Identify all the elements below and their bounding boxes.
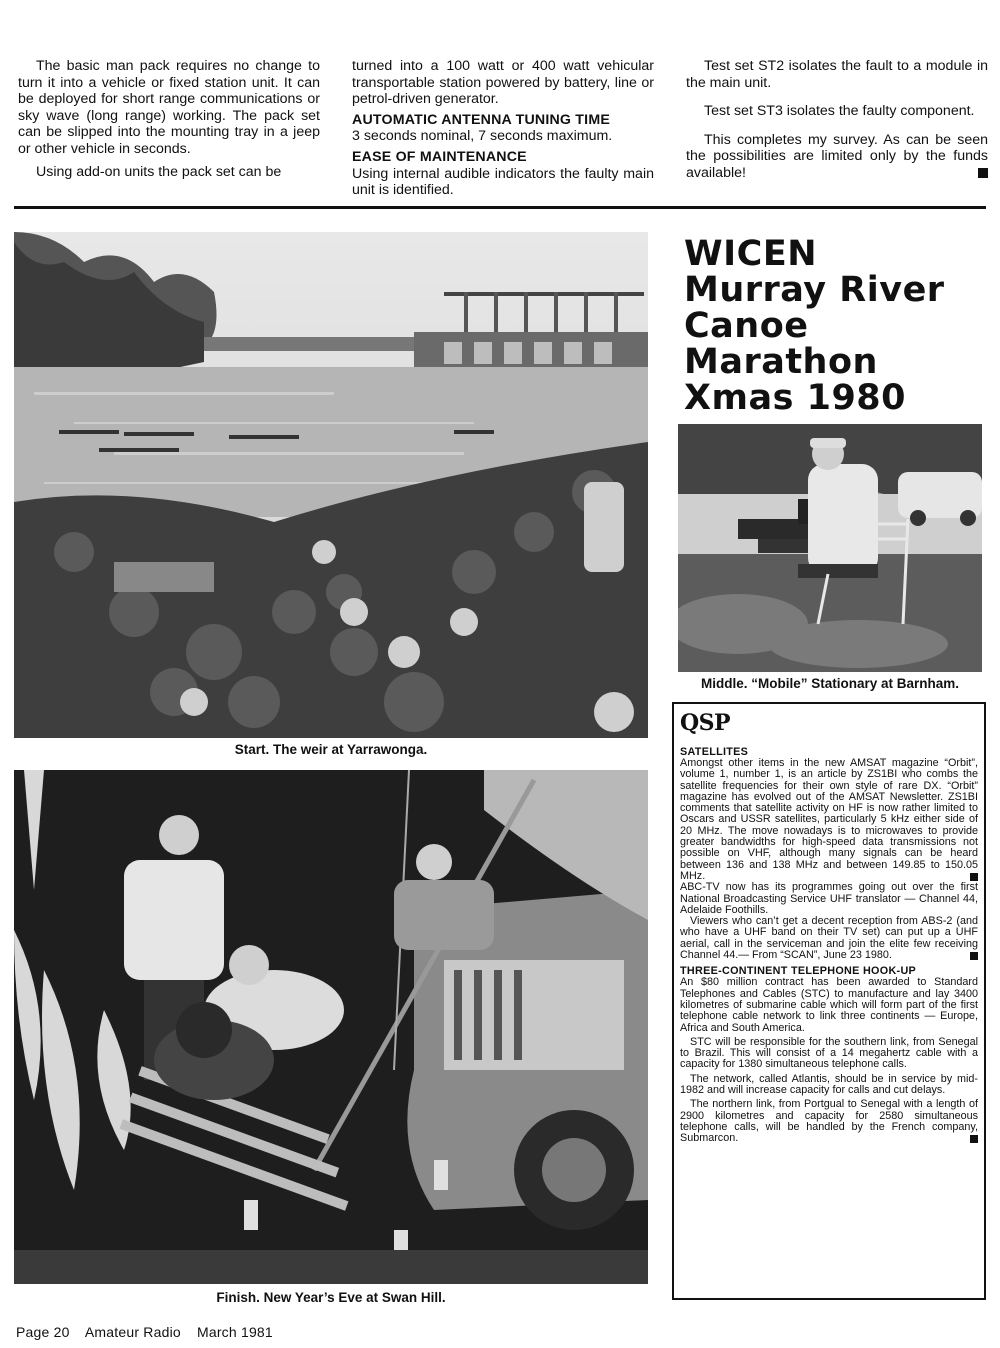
col1-paragraph-2: Using add-on units the pack set can be bbox=[36, 163, 282, 180]
caption-finish: Finish. New Year’s Eve at Swan Hill. bbox=[216, 1290, 446, 1305]
caption-middle: Middle. “Mobile” Stationary at Barnham. bbox=[700, 676, 960, 691]
article-column-3 bbox=[686, 58, 988, 182]
photo-finish-night bbox=[14, 770, 648, 1284]
page-footer bbox=[16, 1324, 285, 1340]
col3-paragraph-3 bbox=[686, 132, 988, 182]
qsp-tel-paragraph-2: STC will be responsible for the southern link, from Senegal to Brazil. This will consist of a 14 megahertz cable with a capacity for 1380 simultaneous telephone calls. bbox=[680, 1035, 978, 1071]
col2-paragraph-2: 3 seconds nominal, 7 seconds maximum. bbox=[352, 128, 613, 145]
headline-line-2: Murray River bbox=[684, 270, 945, 310]
col2-heading-tuning: AUTOMATIC ANTENNA TUNING TIME bbox=[352, 111, 611, 128]
article-column-2 bbox=[352, 58, 654, 199]
qsp-heading-satellites: SATELLITES bbox=[680, 746, 749, 758]
qsp-satellites-text bbox=[680, 758, 978, 882]
photo-finish-night-image bbox=[14, 770, 648, 1284]
qsp-end-mark-2 bbox=[970, 952, 978, 960]
col1-paragraph-1: The basic man pack requires no change to turn it into a vehicle or fixed station unit. It can be deployed for short range communications or sky wave (long range) working. The pack set can be slipped into the mounting tray in a jeep or other vehicle in seconds. bbox=[18, 58, 320, 157]
col3-paragraph-3-text: This completes my survey. As can be seen the possibilities are limited only by the funds available! bbox=[686, 131, 988, 181]
headline-line-4: Marathon bbox=[684, 342, 878, 382]
headline-line-3: Canoe bbox=[684, 306, 809, 346]
col2-heading-maintenance: EASE OF MAINTENANCE bbox=[352, 148, 527, 165]
qsp-tel-body-4: The northern link, from Portgual to Senegal with a length of 2900 kilometres and capacity for 2580 simultaneous telephone calls, will be handled by the French company, Submarcon. bbox=[680, 1098, 978, 1145]
photo-middle-barnham bbox=[678, 424, 982, 672]
qsp-logo: QSP bbox=[680, 710, 731, 736]
caption-start: Start. The weir at Yarrawonga. bbox=[234, 742, 428, 757]
photo-start-weir bbox=[14, 232, 648, 738]
qsp-abc-paragraph-2 bbox=[680, 916, 978, 961]
qsp-news-box bbox=[672, 702, 986, 1300]
qsp-tel-paragraph-1: An $80 million contract has been awarded to Standard Telephones and Cables (STC) to manufacture and lay 3400 kilometres of submarine cable which will form part of the first telephone cable network to link three continents — Europe, Africa and South America. bbox=[680, 976, 978, 1034]
photo-start-weir-image bbox=[14, 232, 648, 738]
section-divider bbox=[14, 206, 986, 209]
qsp-end-mark-3 bbox=[970, 1135, 978, 1143]
footer-page-number: Page 20 bbox=[16, 1324, 70, 1340]
headline-line-5: Xmas 1980 bbox=[684, 378, 907, 418]
col2-paragraph-1: turned into a 100 watt or 400 watt vehicular transportable station powered by battery, line or petrol-driven generator. bbox=[352, 58, 654, 108]
headline-line-1: WICEN bbox=[684, 234, 818, 274]
qsp-heading-telephone: THREE-CONTINENT TELEPHONE HOOK-UP bbox=[680, 965, 917, 978]
footer-date: March 1981 bbox=[196, 1324, 273, 1340]
col3-paragraph-1: Test set ST2 isolates the fault to a module in the main unit. bbox=[686, 58, 988, 91]
photo-middle-barnham-image bbox=[678, 424, 982, 672]
qsp-tel-paragraph-3: The network, called Atlantis, should be in service by mid-1982 and will increase capacity for calls and cut delays. bbox=[680, 1072, 978, 1097]
col3-paragraph-2: Test set ST3 isolates the faulty component. bbox=[704, 103, 975, 120]
qsp-abc-paragraph-1: ABC-TV now has its programmes going out over the first National Broadcasting Service UHF translator — Channel 44, Adelaide Foothills. bbox=[680, 881, 978, 916]
article-headline bbox=[684, 236, 990, 416]
qsp-abc-body: Viewers who can’t get a decent reception from ABS-2 (and who have a UHF band on their TV set) can put up a UHF aerial, call in the serviceman and join the elite few receiving Channel 44.— From “SCAN”, June 23 1980. bbox=[680, 915, 978, 962]
article-column-1 bbox=[18, 58, 320, 180]
qsp-tel-paragraph-4 bbox=[680, 1099, 978, 1144]
qsp-satellites-body: Amongst other items in the new AMSAT magazine “Orbit”, volume 1, number 1, is an article by ZS1BI who combs the satellite frequencies for their own style of rare DX. “Orbit” magazine has evolved out of the AMSAT Newsletter. ZS1BI comments that satellite activity on HF is now rather limited to Oscars and USSR satellites, particularly 5 kHz either side of 20 MHz. The move nowadays is to microwaves to provide greater bandwidths for high-speed data transmissions not possible on VHF, although many signals can be heard between 136 and 138 MHz and between 149.85 to 150.05 MHz. bbox=[680, 757, 978, 882]
end-of-article-mark bbox=[978, 168, 988, 178]
col2-paragraph-3: Using internal audible indicators the faulty main unit is identified. bbox=[352, 165, 654, 199]
footer-publication: Amateur Radio bbox=[84, 1324, 181, 1340]
qsp-end-mark-1 bbox=[970, 873, 978, 881]
